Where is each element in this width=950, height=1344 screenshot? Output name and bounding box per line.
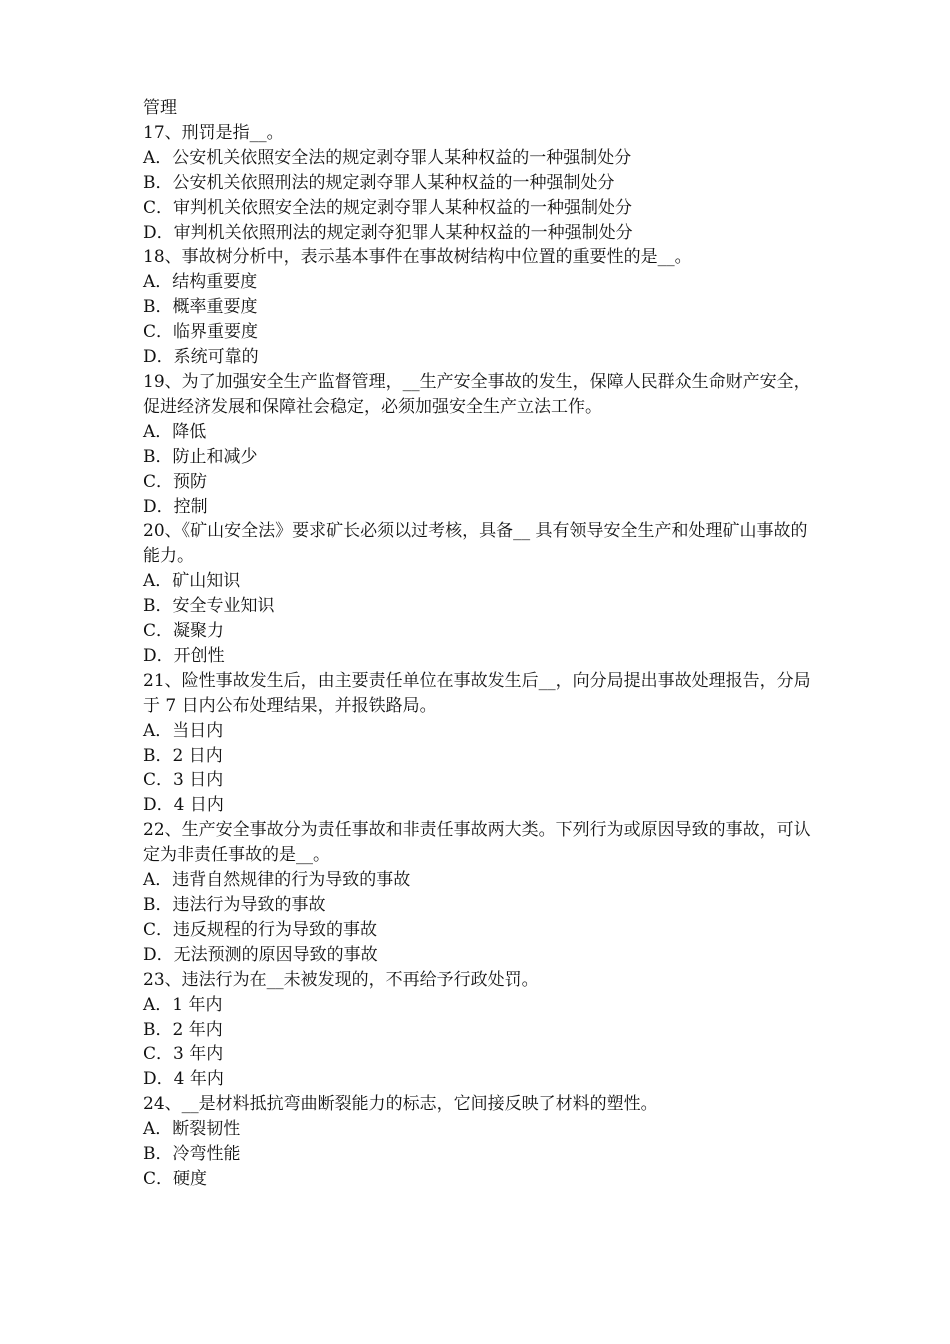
option-b: B．概率重要度 bbox=[143, 297, 258, 318]
option-a: A．违背自然规律的行为导致的事故 bbox=[143, 870, 411, 891]
option-c: C．硬度 bbox=[143, 1168, 208, 1189]
option-c: C．临界重要度 bbox=[143, 322, 259, 343]
option-d: D．控制 bbox=[143, 496, 208, 517]
option-d: D．开创性 bbox=[143, 645, 225, 666]
option-b: B．冷弯性能 bbox=[143, 1144, 241, 1165]
option-d: D．审判机关依照刑法的规定剥夺犯罪人某种权益的一种强制处分 bbox=[143, 222, 633, 243]
option-a: A．当日内 bbox=[143, 720, 224, 741]
option-a: A．断裂韧性 bbox=[143, 1119, 241, 1140]
option-a: A．矿山知识 bbox=[143, 571, 241, 592]
option-d: D．系统可靠的 bbox=[143, 347, 259, 368]
option-b: B．安全专业知识 bbox=[143, 596, 275, 617]
option-c: C．预防 bbox=[143, 471, 208, 492]
question-21 bbox=[143, 669, 813, 818]
option-c: C．凝聚力 bbox=[143, 621, 225, 642]
question-24 bbox=[143, 1092, 813, 1192]
option-a: A．公安机关依照安全法的规定剥夺罪人某种权益的一种强制处分 bbox=[143, 147, 632, 168]
option-b: B．防止和减少 bbox=[143, 446, 258, 467]
question-stem: 21、险性事故发生后，由主要责任单位在事故发生后__，向分局提出事故处理报告，分局于 7 日内公布处理结果，并报铁路局。 bbox=[143, 670, 811, 716]
question-stem: 22、生产安全事故分为责任事故和非责任事故两大类。下列行为或原因导致的事故，可认定为非责任事故的是__。 bbox=[143, 820, 811, 866]
option-d: D．4 日内 bbox=[143, 795, 224, 816]
question-stem: 24、__是材料抵抗弯曲断裂能力的标志，它间接反映了材料的塑性。 bbox=[143, 1094, 658, 1115]
document-page bbox=[143, 96, 813, 1192]
question-23 bbox=[143, 968, 813, 1093]
question-17 bbox=[143, 121, 813, 246]
question-stem: 17、刑罚是指__。 bbox=[143, 122, 284, 143]
question-stem: 18、事故树分析中，表示基本事件在事故树结构中位置的重要性的是__。 bbox=[143, 247, 692, 268]
option-b: B．2 年内 bbox=[143, 1019, 223, 1040]
option-b: B．公安机关依照刑法的规定剥夺罪人某种权益的一种强制处分 bbox=[143, 172, 615, 193]
continuation-text: 管理 bbox=[143, 98, 177, 118]
option-a: A．结构重要度 bbox=[143, 272, 258, 293]
option-b: B．违法行为导致的事故 bbox=[143, 895, 326, 915]
question-stem: 23、违法行为在__未被发现的，不再给予行政处罚。 bbox=[143, 969, 539, 990]
option-b: B．2 日内 bbox=[143, 745, 223, 766]
option-a: A．1 年内 bbox=[143, 994, 223, 1015]
option-a: A．降低 bbox=[143, 421, 207, 442]
question-22 bbox=[143, 818, 813, 967]
option-c: C．3 年内 bbox=[143, 1044, 224, 1065]
option-c: C．审判机关依照安全法的规定剥夺罪人某种权益的一种强制处分 bbox=[143, 197, 633, 218]
question-19 bbox=[143, 370, 813, 519]
question-18 bbox=[143, 245, 813, 370]
option-d: D．4 年内 bbox=[143, 1069, 224, 1090]
option-c: C．违反规程的行为导致的事故 bbox=[143, 919, 378, 940]
option-c: C．3 日内 bbox=[143, 770, 224, 791]
option-d: D．无法预测的原因导致的事故 bbox=[143, 944, 378, 965]
question-20 bbox=[143, 519, 813, 668]
question-stem: 20、《矿山安全法》要求矿长必须以过考核，具备__ 具有领导安全生产和处理矿山事故的能力。 bbox=[143, 521, 808, 567]
question-stem: 19、为了加强安全生产监督管理，__生产安全事故的发生，保障人民群众生命财产安全，促进经济发展和保障社会稳定，必须加强安全生产立法工作。 bbox=[143, 371, 811, 417]
